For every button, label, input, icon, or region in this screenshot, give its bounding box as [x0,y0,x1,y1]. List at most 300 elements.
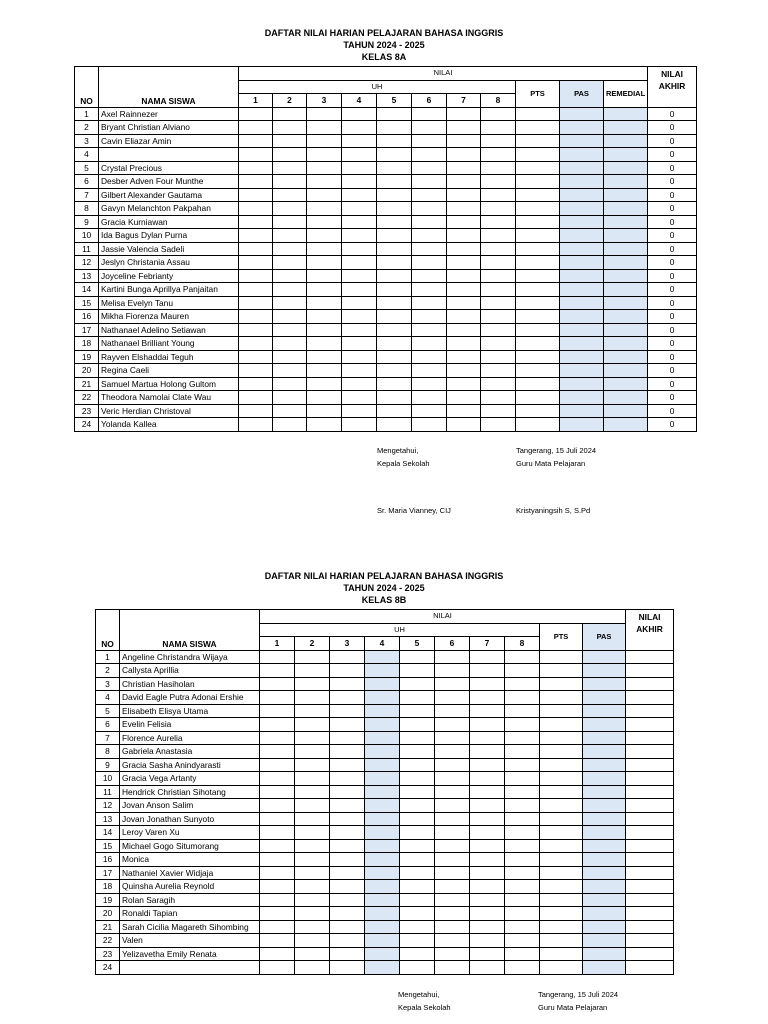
uh-4-cell[interactable] [365,799,400,813]
uh-6-cell[interactable] [435,866,470,880]
uh-8-cell[interactable] [505,758,540,772]
pts-cell[interactable] [540,947,583,961]
uh-3-cell[interactable] [330,691,365,705]
uh-3-cell[interactable] [330,934,365,948]
uh-5-cell[interactable] [400,650,435,664]
pas-cell[interactable] [560,283,604,297]
uh-6-cell[interactable] [435,650,470,664]
uh-2-cell[interactable] [295,947,330,961]
uh-6-cell[interactable] [412,242,447,256]
uh-1-cell[interactable] [260,677,295,691]
uh-2-cell[interactable] [273,377,307,391]
pas-cell[interactable] [583,650,626,664]
pas-cell[interactable] [583,812,626,826]
uh-5-cell[interactable] [377,350,412,364]
uh-8-cell[interactable] [505,961,540,975]
pas-cell[interactable] [583,934,626,948]
uh-4-cell[interactable] [342,350,377,364]
nilai-akhir-cell[interactable] [626,758,674,772]
uh-1-cell[interactable] [260,907,295,921]
uh-5-cell[interactable] [400,893,435,907]
student-name[interactable]: Regina Caeli [99,364,239,378]
uh-3-cell[interactable] [307,107,342,121]
uh-6-cell[interactable] [435,704,470,718]
remedial-cell[interactable] [604,350,648,364]
uh-4-cell[interactable] [365,677,400,691]
uh-5-cell[interactable] [377,242,412,256]
uh-7-cell[interactable] [447,418,481,432]
uh-8-cell[interactable] [505,812,540,826]
pts-cell[interactable] [516,364,560,378]
uh-2-cell[interactable] [273,337,307,351]
remedial-cell[interactable] [604,161,648,175]
uh-6-cell[interactable] [435,731,470,745]
remedial-cell[interactable] [604,269,648,283]
pas-cell[interactable] [583,718,626,732]
uh-1-cell[interactable] [239,391,273,405]
uh-5-cell[interactable] [400,664,435,678]
uh-5-cell[interactable] [377,377,412,391]
uh-1-cell[interactable] [260,920,295,934]
pas-cell[interactable] [560,269,604,283]
uh-8-cell[interactable] [481,242,516,256]
pts-cell[interactable] [516,229,560,243]
uh-6-cell[interactable] [412,229,447,243]
uh-7-cell[interactable] [447,377,481,391]
uh-1-cell[interactable] [260,812,295,826]
student-name[interactable] [120,961,260,975]
uh-3-cell[interactable] [330,664,365,678]
pts-cell[interactable] [516,175,560,189]
uh-4-cell[interactable] [365,853,400,867]
uh-1-cell[interactable] [260,853,295,867]
uh-5-cell[interactable] [400,812,435,826]
pts-cell[interactable] [516,391,560,405]
uh-6-cell[interactable] [435,853,470,867]
uh-3-cell[interactable] [307,242,342,256]
uh-4-cell[interactable] [365,718,400,732]
uh-6-cell[interactable] [412,337,447,351]
uh-1-cell[interactable] [239,202,273,216]
student-name[interactable]: Kartini Bunga Aprillya Panjaitan [99,283,239,297]
student-name[interactable]: Desber Adven Four Munthe [99,175,239,189]
uh-2-cell[interactable] [295,650,330,664]
nilai-akhir-cell[interactable] [626,650,674,664]
student-name[interactable]: Bryant Christian Alviano [99,121,239,135]
pts-cell[interactable] [540,785,583,799]
nilai-akhir-cell[interactable] [626,961,674,975]
pts-cell[interactable] [540,866,583,880]
uh-4-cell[interactable] [365,650,400,664]
pts-cell[interactable] [540,799,583,813]
uh-7-cell[interactable] [470,947,505,961]
uh-4-cell[interactable] [342,296,377,310]
remedial-cell[interactable] [604,310,648,324]
uh-6-cell[interactable] [412,404,447,418]
nilai-akhir-cell[interactable]: 0 [648,188,697,202]
remedial-cell[interactable] [604,364,648,378]
uh-1-cell[interactable] [239,148,273,162]
uh-2-cell[interactable] [273,121,307,135]
pas-cell[interactable] [560,364,604,378]
nilai-akhir-cell[interactable]: 0 [648,256,697,270]
student-name[interactable]: Callysta Aprillia [120,664,260,678]
nilai-akhir-cell[interactable] [626,826,674,840]
uh-4-cell[interactable] [342,229,377,243]
uh-8-cell[interactable] [505,920,540,934]
uh-3-cell[interactable] [330,920,365,934]
uh-8-cell[interactable] [505,907,540,921]
uh-8-cell[interactable] [505,866,540,880]
uh-5-cell[interactable] [377,364,412,378]
uh-3-cell[interactable] [330,866,365,880]
remedial-cell[interactable] [604,418,648,432]
uh-8-cell[interactable] [481,296,516,310]
uh-6-cell[interactable] [412,202,447,216]
nilai-akhir-cell[interactable] [626,853,674,867]
uh-5-cell[interactable] [400,907,435,921]
uh-6-cell[interactable] [412,418,447,432]
uh-8-cell[interactable] [481,377,516,391]
pas-cell[interactable] [560,242,604,256]
uh-3-cell[interactable] [330,880,365,894]
uh-3-cell[interactable] [330,961,365,975]
uh-6-cell[interactable] [435,677,470,691]
uh-7-cell[interactable] [470,920,505,934]
uh-2-cell[interactable] [295,826,330,840]
uh-7-cell[interactable] [447,256,481,270]
nilai-akhir-cell[interactable] [626,731,674,745]
uh-6-cell[interactable] [412,175,447,189]
pas-cell[interactable] [583,799,626,813]
student-name[interactable]: Theodora Namolai Clate Wau [99,391,239,405]
uh-8-cell[interactable] [505,691,540,705]
uh-2-cell[interactable] [295,880,330,894]
uh-8-cell[interactable] [481,323,516,337]
student-name[interactable]: Gilbert Alexander Gautama [99,188,239,202]
uh-7-cell[interactable] [447,175,481,189]
uh-1-cell[interactable] [239,215,273,229]
uh-2-cell[interactable] [295,731,330,745]
uh-2-cell[interactable] [273,215,307,229]
uh-5-cell[interactable] [377,229,412,243]
uh-3-cell[interactable] [307,337,342,351]
uh-2-cell[interactable] [273,418,307,432]
uh-4-cell[interactable] [365,758,400,772]
uh-6-cell[interactable] [435,664,470,678]
uh-7-cell[interactable] [447,161,481,175]
uh-6-cell[interactable] [435,691,470,705]
uh-6-cell[interactable] [435,785,470,799]
uh-7-cell[interactable] [470,812,505,826]
uh-7-cell[interactable] [447,404,481,418]
remedial-cell[interactable] [604,229,648,243]
student-name[interactable]: Nathanael Brilliant Young [99,337,239,351]
nilai-akhir-cell[interactable]: 0 [648,350,697,364]
nilai-akhir-cell[interactable] [626,839,674,853]
uh-3-cell[interactable] [330,677,365,691]
uh-2-cell[interactable] [295,907,330,921]
uh-8-cell[interactable] [505,664,540,678]
uh-6-cell[interactable] [435,745,470,759]
uh-3-cell[interactable] [307,134,342,148]
pas-cell[interactable] [583,893,626,907]
uh-6-cell[interactable] [435,758,470,772]
uh-8-cell[interactable] [481,404,516,418]
uh-6-cell[interactable] [412,256,447,270]
uh-3-cell[interactable] [307,269,342,283]
uh-1-cell[interactable] [260,799,295,813]
pas-cell[interactable] [560,404,604,418]
uh-8-cell[interactable] [481,337,516,351]
uh-4-cell[interactable] [342,121,377,135]
uh-6-cell[interactable] [412,323,447,337]
uh-7-cell[interactable] [470,880,505,894]
uh-7-cell[interactable] [447,229,481,243]
uh-6-cell[interactable] [412,148,447,162]
nilai-akhir-cell[interactable] [626,947,674,961]
uh-4-cell[interactable] [365,907,400,921]
uh-1-cell[interactable] [260,772,295,786]
student-name[interactable]: Jovan Jonathan Sunyoto [120,812,260,826]
pts-cell[interactable] [540,758,583,772]
uh-2-cell[interactable] [273,161,307,175]
pas-cell[interactable] [583,880,626,894]
uh-6-cell[interactable] [412,215,447,229]
pts-cell[interactable] [540,812,583,826]
uh-5-cell[interactable] [400,691,435,705]
pas-cell[interactable] [583,866,626,880]
uh-2-cell[interactable] [273,364,307,378]
remedial-cell[interactable] [604,404,648,418]
uh-3-cell[interactable] [307,296,342,310]
student-name[interactable]: Crystal Precious [99,161,239,175]
pts-cell[interactable] [540,826,583,840]
student-name[interactable]: Michael Gogo Situmorang [120,839,260,853]
pas-cell[interactable] [560,148,604,162]
student-name[interactable]: Yelizavetha Emily Renata [120,947,260,961]
uh-3-cell[interactable] [330,772,365,786]
uh-4-cell[interactable] [342,256,377,270]
uh-1-cell[interactable] [260,745,295,759]
uh-7-cell[interactable] [470,745,505,759]
uh-4-cell[interactable] [342,323,377,337]
uh-7-cell[interactable] [470,691,505,705]
pts-cell[interactable] [516,337,560,351]
uh-5-cell[interactable] [377,215,412,229]
pas-cell[interactable] [560,134,604,148]
uh-5-cell[interactable] [400,745,435,759]
pts-cell[interactable] [516,161,560,175]
uh-5-cell[interactable] [377,283,412,297]
uh-5-cell[interactable] [400,826,435,840]
uh-5-cell[interactable] [377,188,412,202]
pas-cell[interactable] [560,202,604,216]
uh-7-cell[interactable] [470,853,505,867]
uh-2-cell[interactable] [273,391,307,405]
uh-6-cell[interactable] [435,772,470,786]
uh-1-cell[interactable] [260,664,295,678]
uh-3-cell[interactable] [330,758,365,772]
uh-8-cell[interactable] [505,799,540,813]
remedial-cell[interactable] [604,391,648,405]
uh-8-cell[interactable] [481,121,516,135]
student-name[interactable]: Angeline Christandra Wijaya [120,650,260,664]
uh-4-cell[interactable] [365,947,400,961]
uh-5-cell[interactable] [400,758,435,772]
uh-3-cell[interactable] [330,947,365,961]
uh-1-cell[interactable] [260,650,295,664]
pts-cell[interactable] [540,839,583,853]
uh-4-cell[interactable] [342,310,377,324]
uh-2-cell[interactable] [273,269,307,283]
nilai-akhir-cell[interactable]: 0 [648,229,697,243]
remedial-cell[interactable] [604,148,648,162]
pas-cell[interactable] [583,691,626,705]
uh-5-cell[interactable] [377,269,412,283]
pts-cell[interactable] [516,202,560,216]
uh-4-cell[interactable] [342,418,377,432]
nilai-akhir-cell[interactable]: 0 [648,323,697,337]
uh-3-cell[interactable] [307,188,342,202]
remedial-cell[interactable] [604,121,648,135]
uh-8-cell[interactable] [505,853,540,867]
uh-7-cell[interactable] [447,364,481,378]
pts-cell[interactable] [540,880,583,894]
nilai-akhir-cell[interactable] [626,812,674,826]
pts-cell[interactable] [516,323,560,337]
uh-5-cell[interactable] [400,718,435,732]
uh-1-cell[interactable] [239,161,273,175]
uh-1-cell[interactable] [239,418,273,432]
student-name[interactable]: Ronaldi Tapian [120,907,260,921]
uh-3-cell[interactable] [307,377,342,391]
student-name[interactable]: Jeslyn Christania Assau [99,256,239,270]
uh-7-cell[interactable] [447,107,481,121]
uh-7-cell[interactable] [470,731,505,745]
nilai-akhir-cell[interactable]: 0 [648,107,697,121]
uh-7-cell[interactable] [470,677,505,691]
uh-8-cell[interactable] [505,826,540,840]
uh-3-cell[interactable] [307,215,342,229]
uh-5-cell[interactable] [377,121,412,135]
uh-1-cell[interactable] [239,323,273,337]
uh-7-cell[interactable] [447,310,481,324]
pts-cell[interactable] [540,961,583,975]
student-name[interactable]: Nathaniel Xavier Widjaja [120,866,260,880]
uh-4-cell[interactable] [342,107,377,121]
uh-6-cell[interactable] [412,188,447,202]
uh-1-cell[interactable] [260,718,295,732]
uh-5-cell[interactable] [400,961,435,975]
uh-3-cell[interactable] [330,745,365,759]
student-name[interactable]: Gavyn Melanchton Pakpahan [99,202,239,216]
uh-7-cell[interactable] [470,961,505,975]
student-name[interactable]: Christian Hasiholan [120,677,260,691]
uh-8-cell[interactable] [481,134,516,148]
uh-4-cell[interactable] [342,202,377,216]
uh-2-cell[interactable] [273,134,307,148]
pts-cell[interactable] [516,310,560,324]
uh-3-cell[interactable] [330,799,365,813]
uh-7-cell[interactable] [470,866,505,880]
uh-2-cell[interactable] [273,148,307,162]
uh-6-cell[interactable] [435,718,470,732]
uh-8-cell[interactable] [481,148,516,162]
uh-5-cell[interactable] [400,731,435,745]
uh-6-cell[interactable] [435,961,470,975]
uh-1-cell[interactable] [239,256,273,270]
pas-cell[interactable] [560,215,604,229]
nilai-akhir-cell[interactable] [626,785,674,799]
pas-cell[interactable] [560,377,604,391]
uh-2-cell[interactable] [273,310,307,324]
uh-4-cell[interactable] [365,880,400,894]
pts-cell[interactable] [540,650,583,664]
uh-8-cell[interactable] [481,188,516,202]
uh-4-cell[interactable] [342,148,377,162]
pas-cell[interactable] [560,188,604,202]
uh-3-cell[interactable] [330,839,365,853]
uh-7-cell[interactable] [447,188,481,202]
uh-2-cell[interactable] [295,704,330,718]
nilai-akhir-cell[interactable] [626,677,674,691]
uh-6-cell[interactable] [435,826,470,840]
uh-4-cell[interactable] [342,404,377,418]
student-name[interactable]: Monica [120,853,260,867]
pts-cell[interactable] [540,731,583,745]
uh-4-cell[interactable] [365,839,400,853]
uh-8-cell[interactable] [481,202,516,216]
student-name[interactable]: Gracia Vega Artanty [120,772,260,786]
uh-4-cell[interactable] [342,215,377,229]
uh-8-cell[interactable] [505,731,540,745]
uh-2-cell[interactable] [295,934,330,948]
student-name[interactable]: Jassie Valencia Sadeli [99,242,239,256]
student-name[interactable] [99,148,239,162]
uh-3-cell[interactable] [307,148,342,162]
nilai-akhir-cell[interactable]: 0 [648,161,697,175]
uh-1-cell[interactable] [260,947,295,961]
remedial-cell[interactable] [604,242,648,256]
pas-cell[interactable] [583,677,626,691]
uh-7-cell[interactable] [447,202,481,216]
student-name[interactable]: Veric Herdian Christoval [99,404,239,418]
nilai-akhir-cell[interactable] [626,907,674,921]
nilai-akhir-cell[interactable]: 0 [648,134,697,148]
uh-8-cell[interactable] [505,718,540,732]
uh-6-cell[interactable] [412,161,447,175]
uh-1-cell[interactable] [260,758,295,772]
nilai-akhir-cell[interactable] [626,718,674,732]
uh-2-cell[interactable] [295,691,330,705]
uh-2-cell[interactable] [295,920,330,934]
uh-6-cell[interactable] [435,920,470,934]
student-name[interactable]: Valen [120,934,260,948]
uh-1-cell[interactable] [260,893,295,907]
nilai-akhir-cell[interactable] [626,745,674,759]
uh-5-cell[interactable] [400,866,435,880]
pas-cell[interactable] [560,310,604,324]
uh-5-cell[interactable] [400,853,435,867]
uh-2-cell[interactable] [295,664,330,678]
uh-3-cell[interactable] [330,907,365,921]
uh-4-cell[interactable] [365,664,400,678]
uh-2-cell[interactable] [295,866,330,880]
uh-3-cell[interactable] [307,418,342,432]
uh-2-cell[interactable] [295,677,330,691]
uh-1-cell[interactable] [239,296,273,310]
